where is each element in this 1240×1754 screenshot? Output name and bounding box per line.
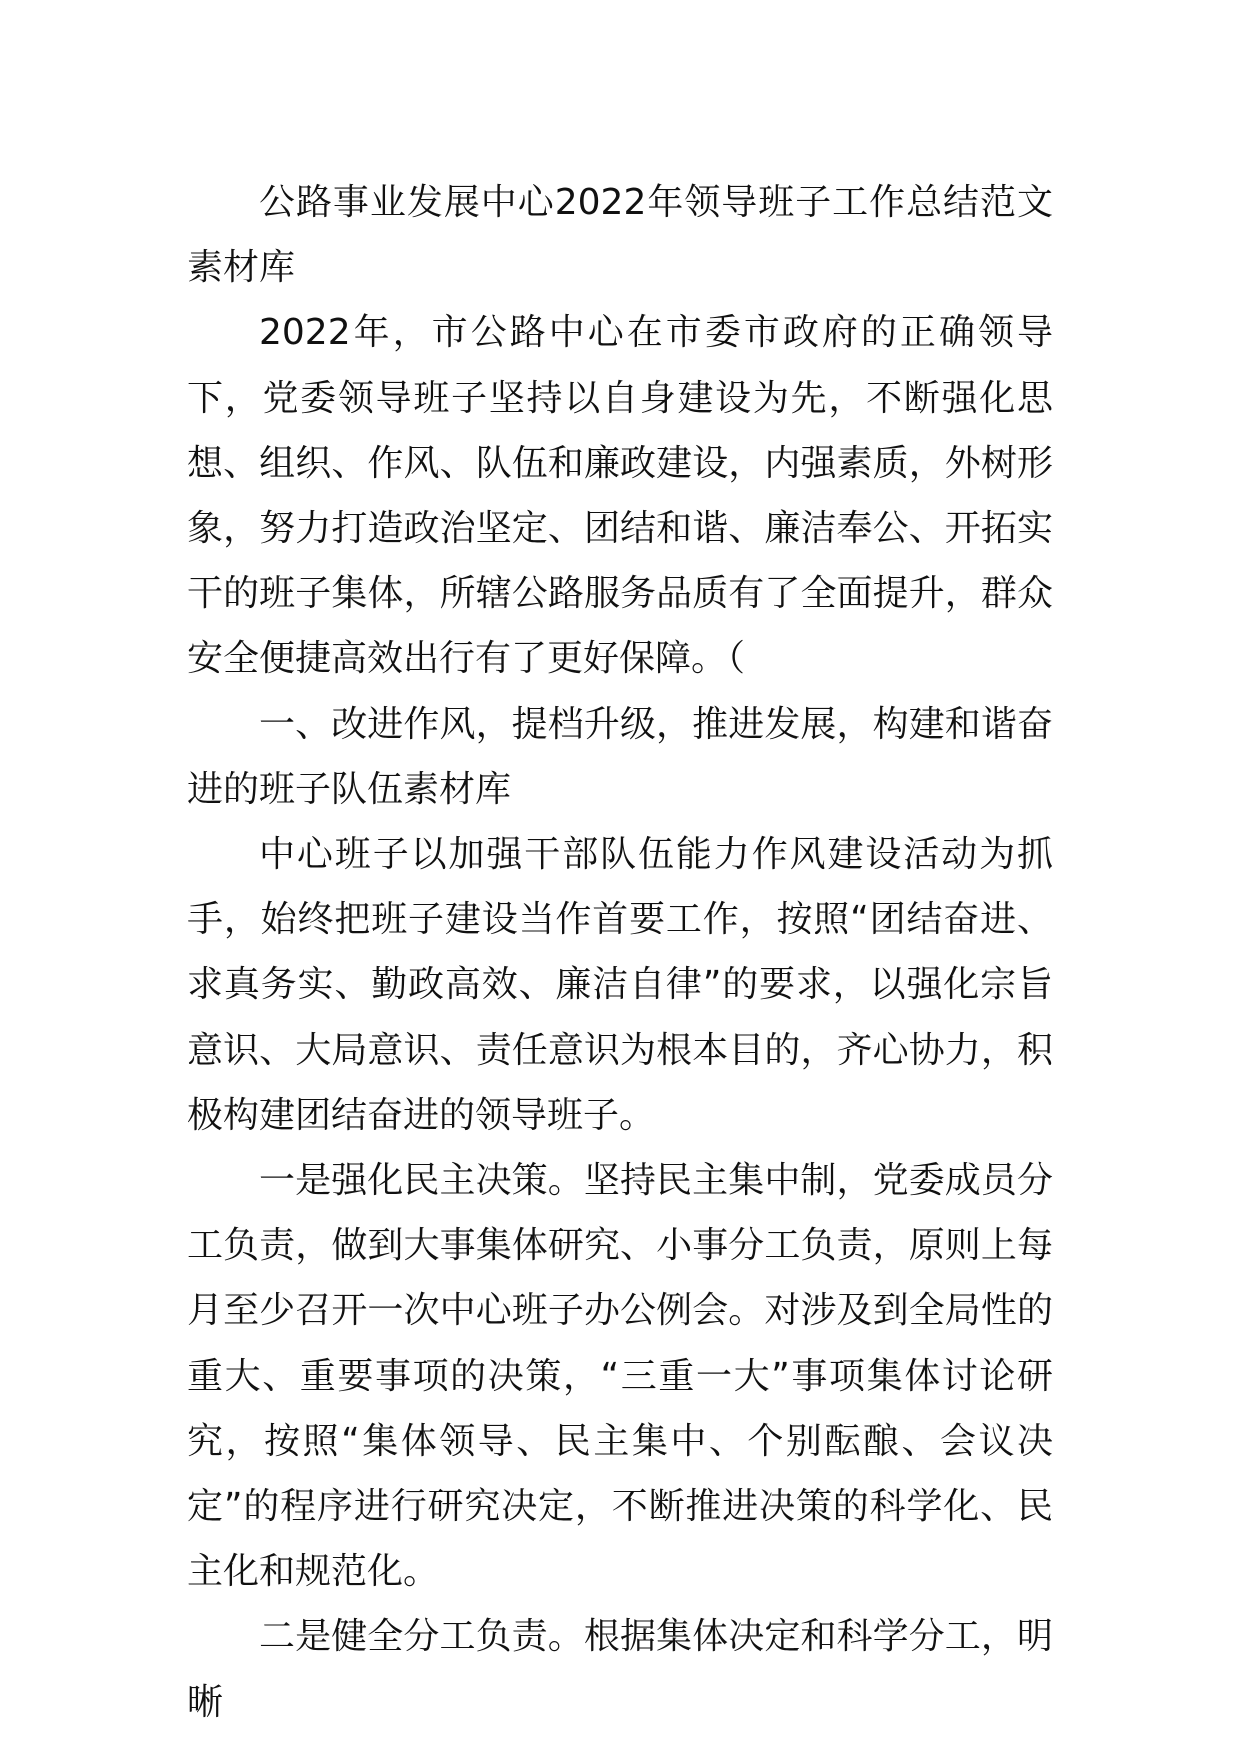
section-heading-1: 一、改进作风，提档升级，推进发展，构建和谐奋进的班子队伍素材库 (187, 703, 1053, 810)
paragraph-division-of-labor: 二是健全分工负责。根据集体决定和科学分工，明晰 (187, 1616, 1053, 1723)
paragraph-democratic-decision: 一是强化民主决策。坚持民主集中制，党委成员分工负责，做到大事集体研究、小事分工负责，原则上每月至少召开一次中心班子办公例会。对涉及到全局性的重大、重要事项的决策，“三重一大”事项集体讨论研究，按照“集体领导、民主集中、个别酝酿、会议决定”的程序进行研究决定，不断推进决策的科学化、民主化和规范化。 (187, 1160, 1053, 1593)
document-page (187, 170, 1053, 1735)
paragraph-intro: 2022年，市公路中心在市委市政府的正确领导下，党委领导班子坚持以自身建设为先，不断强化思想、组织、作风、队伍和廉政建设，内强素质，外树形象，努力打造政治坚定、团结和谐、廉洁奉公、开拓实干的班子集体，所辖公路服务品质有了全面提升，群众安全便捷高效出行有了更好保障。（ (187, 312, 1053, 680)
document-title: 公路事业发展中心2022年领导班子工作总结范文素材库 (187, 182, 1053, 289)
paragraph-section-1: 中心班子以加强干部队伍能力作风建设活动为抓手，始终把班子建设当作首要工作，按照“团结奋进、求真务实、勤政高效、廉洁自律”的要求，以强化宗旨意识、大局意识、责任意识为根本目的，齐心协力，积极构建团结奋进的领导班子。 (187, 834, 1053, 1136)
